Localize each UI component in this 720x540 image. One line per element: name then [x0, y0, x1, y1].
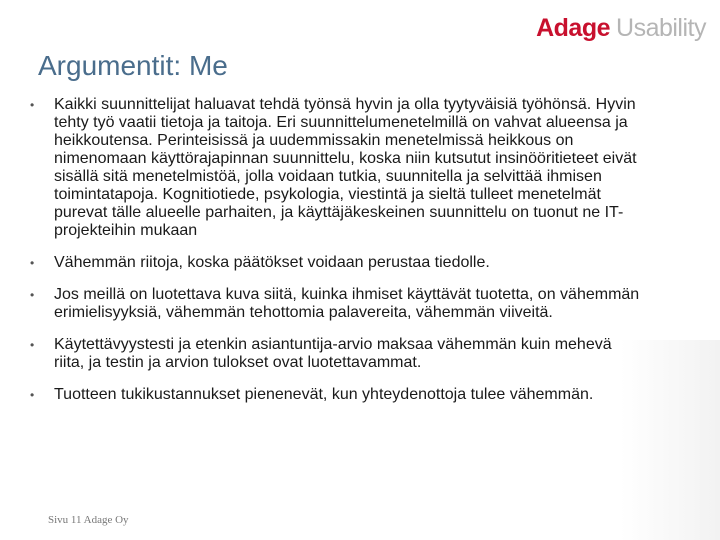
bullet-item: [30, 336, 640, 372]
bullet-text: Tuotteen tukikustannukset pienenevät, kun yhteydenottoja tulee vähemmän.: [54, 386, 594, 403]
decorative-fade: [620, 340, 720, 540]
bullet-list: [30, 96, 640, 418]
bullet-marker: •: [30, 98, 35, 112]
logo-brand: Adage: [536, 14, 611, 42]
bullet-item: [30, 96, 640, 240]
bullet-item: [30, 286, 640, 322]
bullet-item: [30, 386, 640, 404]
slide-footer: Sivu 11 Adage Oy: [48, 514, 129, 526]
company-logo: [536, 14, 706, 43]
bullet-marker: •: [30, 256, 35, 270]
logo-product: Usability: [616, 14, 706, 42]
bullet-item: [30, 254, 640, 272]
bullet-text: Käytettävyystesti ja etenkin asiantuntija-arvio maksaa vähemmän kuin mehevä riita, ja testin ja arvion tulokset ovat luotettavammat.: [54, 336, 612, 371]
bullet-marker: •: [30, 288, 35, 302]
bullet-text: Jos meillä on luotettava kuva siitä, kuinka ihmiset käyttävät tuotetta, on vähemmän erimielisyyksiä, vähemmän tehottomia palavereita, vähemmän viiveitä.: [54, 286, 640, 321]
bullet-marker: •: [30, 338, 35, 352]
slide-title: Argumentit: Me: [38, 50, 228, 81]
bullet-text: Vähemmän riitoja, koska päätökset voidaan perustaa tiedolle.: [54, 254, 490, 271]
bullet-text: Kaikki suunnittelijat haluavat tehdä työnsä hyvin ja olla tyytyväisiä työhönsä. Hyvin tehty työ vaatii tietoja ja taitoja. Eri suunnittelumenetelmillä on vahvat alueensa ja heikkoutensa. Perinteisissä ja uudemmissakin menetelmissä heikkous on nimenomaan käyttörajapinnan suunnittelu, koska niin kutsutut insinööritieteet eivät sisällä sitä menetelmistöä, jolla voidaan tutkia, suunnitella ja selvittää ihmisen toimintatapoja. Kognitiotiede, psykologia, viestintä ja sieltä tulleet menetelmät purevat tälle alueelle parhaiten, ja käyttäjäkeskeinen suunnittelu on tuonut ne IT-projekteihin mukaan: [54, 96, 637, 239]
bullet-marker: •: [30, 388, 35, 402]
